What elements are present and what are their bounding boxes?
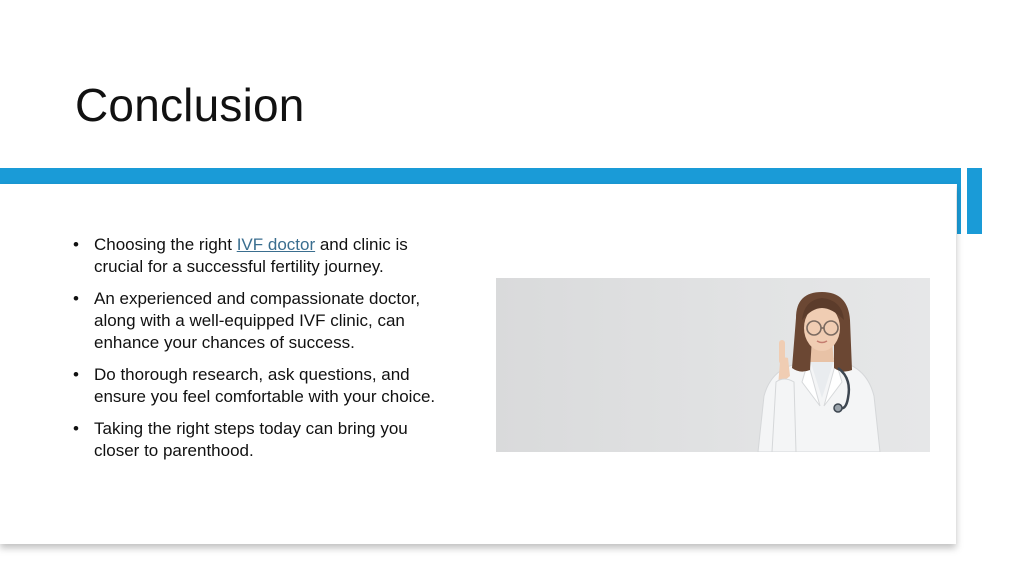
bullet-item-3: • Do thorough research, ask questions, and ensure you feel comfortable with your choice.: [73, 364, 453, 408]
ivf-doctor-link[interactable]: IVF doctor: [236, 235, 316, 254]
slide-title: Conclusion: [75, 79, 305, 131]
accent-band: [0, 168, 957, 184]
bullet-item-4: • Taking the right steps today can bring you closer to parenthood.: [73, 418, 453, 462]
bullet-1-pre: Choosing the right: [94, 235, 237, 254]
bullet-list: [73, 234, 453, 472]
bullet-1-post: and clinic is crucial for a successful fertility journey.: [94, 235, 408, 276]
bullet-item-2: • An experienced and compassionate doctor, along with a well-equipped IVF clinic, can enhance your chances of success.: [73, 288, 453, 354]
doctor-illustration: [496, 278, 930, 452]
doctor-photo: [496, 278, 930, 452]
accent-bar-thin: [957, 168, 961, 234]
bullet-item-1: [73, 234, 453, 278]
accent-bar-thick: [967, 168, 982, 234]
